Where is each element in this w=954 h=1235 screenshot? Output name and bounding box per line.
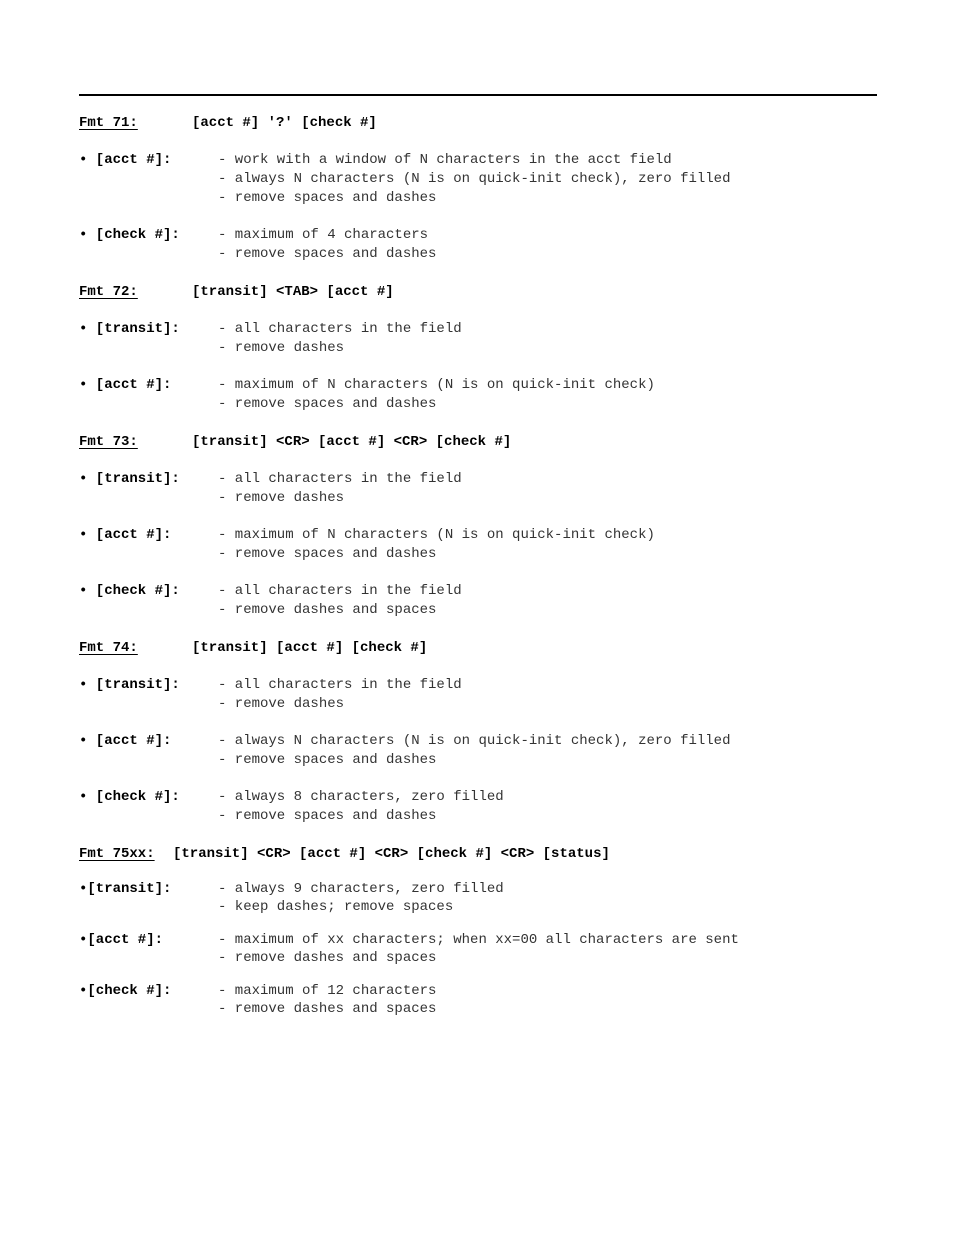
rule-line: - remove dashes [218, 490, 345, 506]
section-heading-fmt-74 [79, 639, 879, 658]
rule-line: - always 9 characters, zero filled [218, 881, 504, 897]
rule-line: - remove spaces and dashes [218, 752, 437, 768]
field-name: •[check #]: [79, 983, 172, 999]
field-check [79, 226, 879, 264]
field-name: • [check #]: [79, 227, 180, 243]
section-heading-fmt-75xx [79, 845, 879, 864]
field-acct [79, 151, 879, 208]
field-name: • [transit]: [79, 321, 180, 337]
field-check [79, 982, 879, 1018]
field-name: • [check #]: [79, 789, 180, 805]
field-transit [79, 470, 879, 508]
rule-line: - remove spaces and dashes [218, 808, 437, 824]
rule-line: - work with a window of N characters in the acct field [218, 152, 672, 168]
field-transit [79, 880, 879, 916]
field-check [79, 582, 879, 620]
rule-line: - remove dashes [218, 340, 345, 356]
rule-line: - remove dashes [218, 696, 345, 712]
section-heading-fmt-72 [79, 283, 879, 302]
format-label: Fmt 72: [79, 284, 138, 300]
section-heading-fmt-71 [79, 114, 879, 133]
rule-line: - remove dashes and spaces [218, 602, 437, 618]
format-label: Fmt 71: [79, 115, 138, 131]
rule-line: - all characters in the field [218, 583, 462, 599]
rule-line: - always N characters (N is on quick-init check), zero filled [218, 733, 731, 749]
rule-line: - keep dashes; remove spaces [218, 899, 454, 915]
field-name: • [check #]: [79, 583, 180, 599]
field-name: •[acct #]: [79, 932, 164, 948]
rule-line: - remove dashes and spaces [218, 950, 437, 966]
field-name: • [transit]: [79, 677, 180, 693]
rule-line: - maximum of N characters (N is on quick-init check) [218, 527, 655, 543]
field-name: • [acct #]: [79, 527, 172, 543]
format-label: Fmt 75xx: [79, 846, 155, 862]
rule-line: - maximum of N characters (N is on quick-init check) [218, 377, 655, 393]
field-check [79, 788, 879, 826]
rule-line: - remove dashes and spaces [218, 1001, 437, 1017]
field-name: • [transit]: [79, 471, 180, 487]
rule-line: - maximum of 12 characters [218, 983, 437, 999]
rule-line: - remove spaces and dashes [218, 190, 437, 206]
field-acct [79, 526, 879, 564]
rule-line: - always 8 characters, zero filled [218, 789, 504, 805]
format-syntax: [acct #] '?' [check #] [192, 115, 377, 131]
rule-line: - all characters in the field [218, 677, 462, 693]
format-syntax: [transit] <TAB> [acct #] [192, 284, 394, 300]
rule-line: - remove spaces and dashes [218, 396, 437, 412]
rule-line: - all characters in the field [218, 471, 462, 487]
field-name: • [acct #]: [79, 377, 172, 393]
format-syntax: [transit] <CR> [acct #] <CR> [check #] <CR> [status] [173, 846, 610, 862]
format-label: Fmt 73: [79, 434, 138, 450]
field-transit [79, 320, 879, 358]
rule-line: - remove spaces and dashes [218, 546, 437, 562]
rule-line: - always N characters (N is on quick-init check), zero filled [218, 171, 731, 187]
field-acct [79, 376, 879, 414]
rule-line: - all characters in the field [218, 321, 462, 337]
field-transit [79, 676, 879, 714]
field-name: •[transit]: [79, 881, 172, 897]
field-acct [79, 931, 879, 967]
format-label: Fmt 74: [79, 640, 138, 656]
field-acct [79, 732, 879, 770]
header-rule [79, 94, 877, 96]
format-spec-content [79, 114, 879, 1018]
rule-line: - maximum of 4 characters [218, 227, 429, 243]
section-heading-fmt-73 [79, 433, 879, 452]
field-name: • [acct #]: [79, 152, 172, 168]
field-name: • [acct #]: [79, 733, 172, 749]
rule-line: - remove spaces and dashes [218, 246, 437, 262]
format-syntax: [transit] <CR> [acct #] <CR> [check #] [192, 434, 512, 450]
rule-line: - maximum of xx characters; when xx=00 all characters are sent [218, 932, 739, 948]
format-syntax: [transit] [acct #] [check #] [192, 640, 428, 656]
